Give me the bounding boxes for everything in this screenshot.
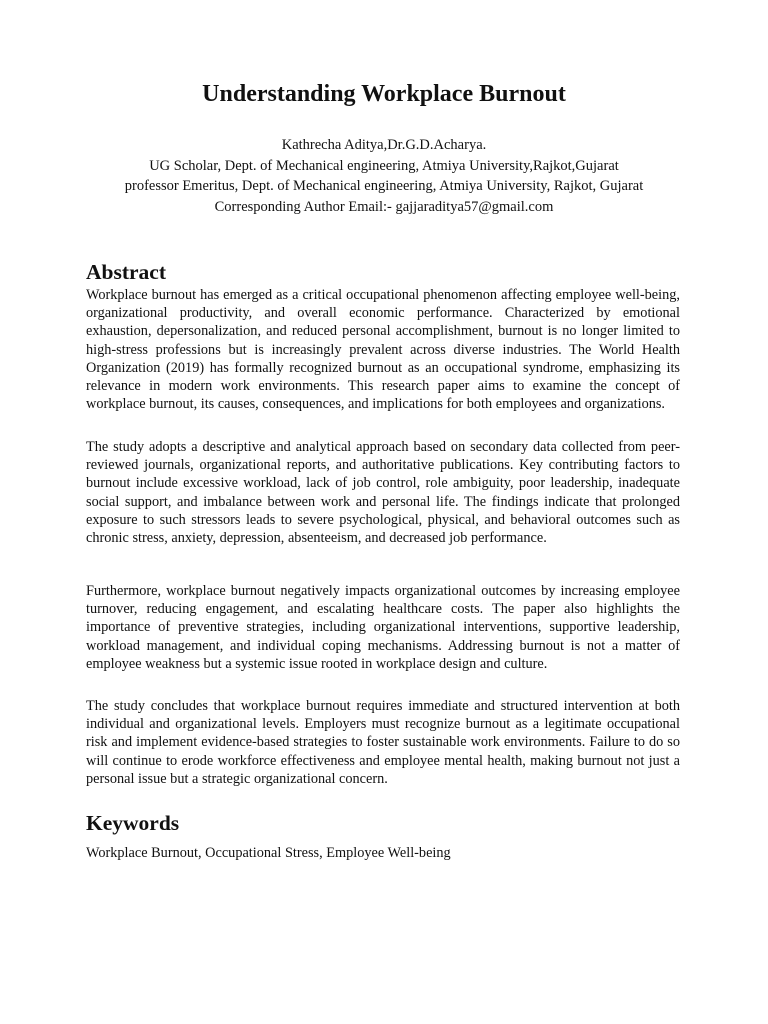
paper-title: Understanding Workplace Burnout [202, 81, 566, 107]
abstract-paragraph-4: The study concludes that workplace burnout requires immediate and structured intervention at both individual and organizational levels. Employers must recognize burnout as a legitimate occupational risk and implement evidence-based strategies to foster sustainable work environments. Failure to do so will continue to erode workforce effectiveness and employee mental health, making burnout not just a personal issue but a strategic organizational concern. [86, 698, 680, 787]
author-block [0, 135, 768, 217]
author-affiliation-2: professor Emeritus, Dept. of Mechanical engineering, Atmiya University, Rajkot, Gujarat [124, 178, 644, 194]
keywords-heading: Keywords [86, 811, 180, 835]
keywords-list: Workplace Burnout, Occupational Stress, Employee Well-being [86, 845, 451, 861]
abstract-paragraph-3: Furthermore, workplace burnout negatively impacts organizational outcomes by increasing employee turnover, reducing engagement, and escalating healthcare costs. The paper also highlights the importance of preventive strategies, including organizational interventions, supportive leadership, workload management, and individual coping mechanisms. Addressing burnout is not a matter of employee weakness but a systemic issue rooted in workplace design and culture. [86, 583, 680, 672]
abstract-heading: Abstract [86, 260, 167, 284]
author-affiliation-1: UG Scholar, Dept. of Mechanical engineering, Atmiya University,Rajkot,Gujarat [149, 157, 619, 174]
abstract-paragraph-1: Workplace burnout has emerged as a critical occupational phenomenon affecting employee well-being, organizational productivity, and overall economic performance. Characterized by emotional exhaustion, depersonalization, and reduced personal accomplishment, burnout is no longer limited to high-stress professions but is increasingly prevalent across diverse industries. The World Health Organization (2019) has formally recognized burnout as an occupational syndrome, emphasizing its relevance in modern work environments. This research paper aims to examine the concept of workplace burnout, its causes, consequences, and implications for both employees and organizations. [86, 287, 680, 413]
author-names: Kathrecha Aditya,Dr.G.D.Acharya. [281, 137, 487, 153]
corresponding-email: Corresponding Author Email:- gajjaraditya57@gmail.com [214, 198, 554, 215]
abstract-paragraph-2: The study adopts a descriptive and analytical approach based on secondary data collected from peer-reviewed journals, organizational reports, and authoritative publications. Key contributing factors to burnout include excessive workload, lack of job control, role ambiguity, poor leadership, inadequate social support, and imbalance between work and personal life. The findings indicate that prolonged exposure to such stressors leads to severe psychological, physical, and behavioral outcomes such as chronic stress, anxiety, depression, absenteeism, and decreased job performance. [86, 439, 680, 547]
